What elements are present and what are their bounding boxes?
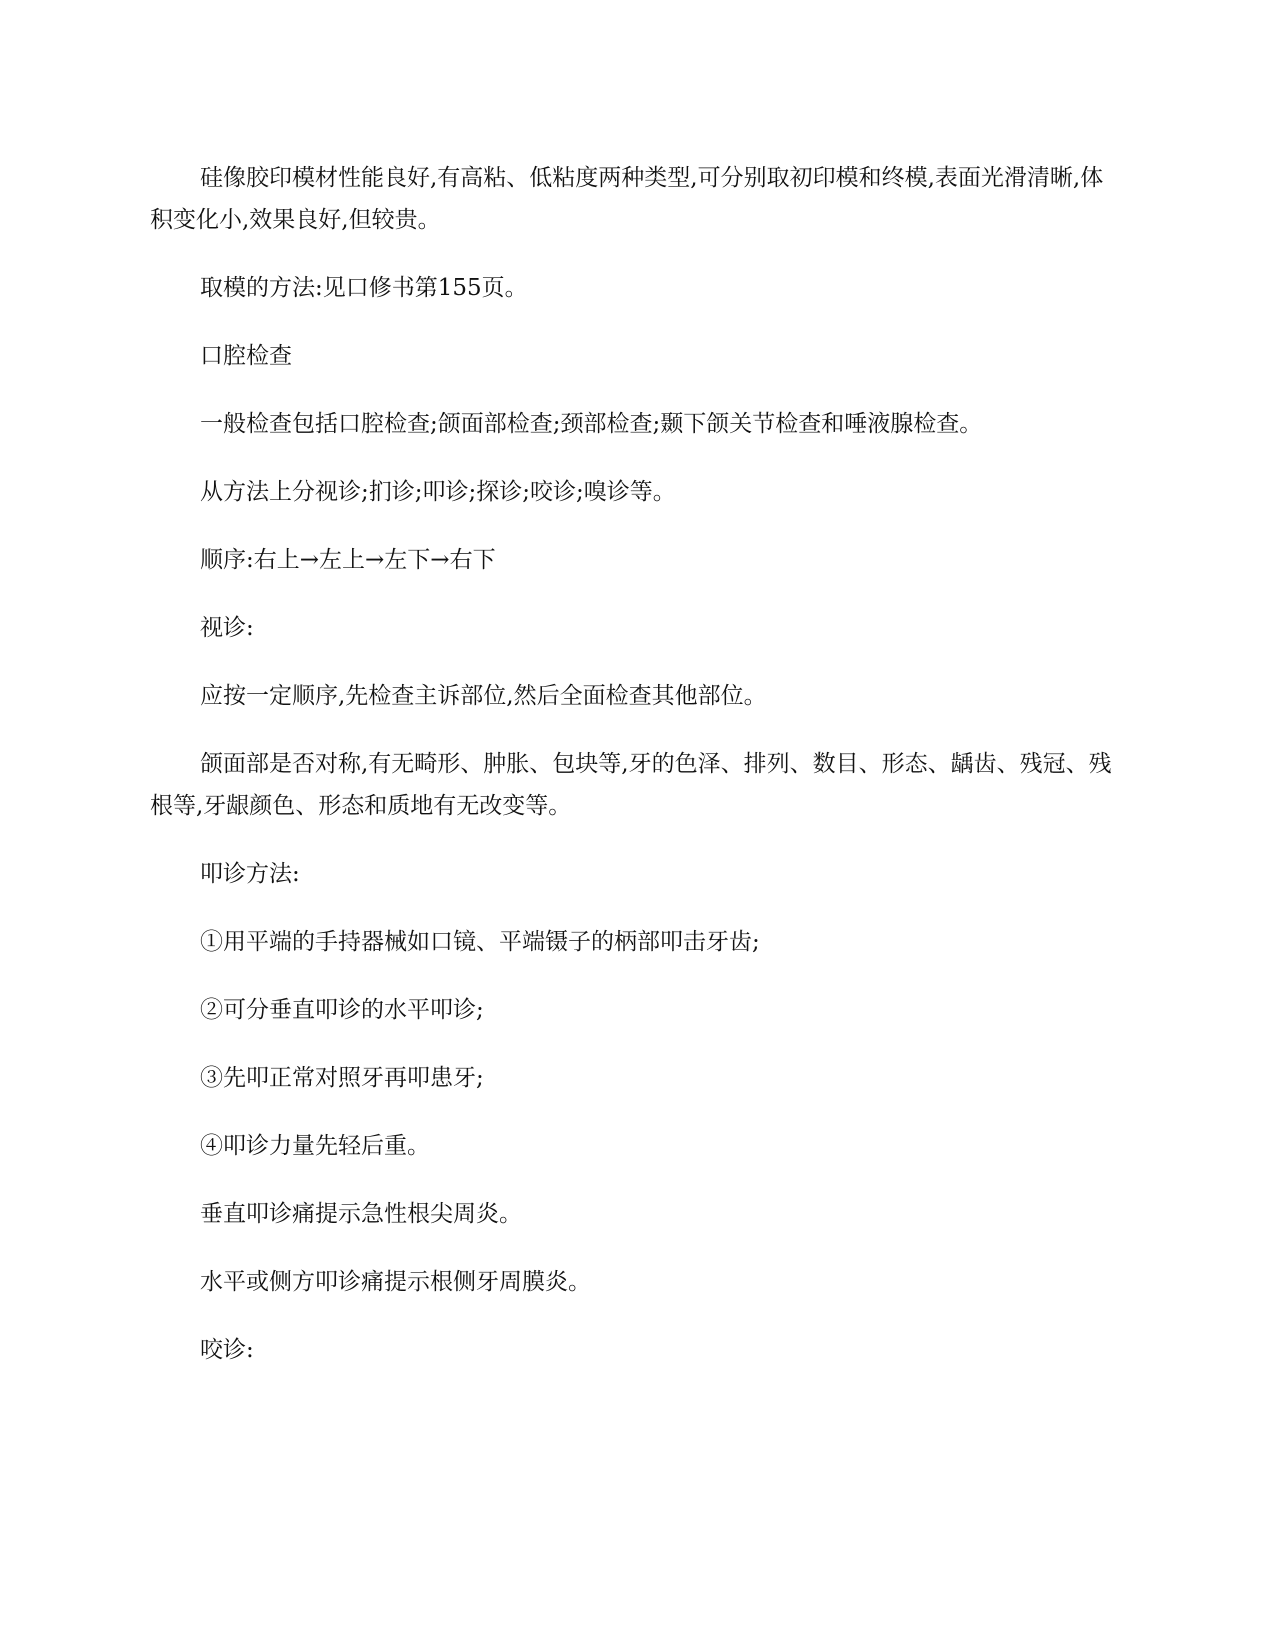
heading-inspection: 视诊:	[200, 615, 254, 641]
heading-percussion-method: 叩诊方法:	[200, 861, 300, 887]
paragraph-exam-methods: 从方法上分视诊;扪诊;叩诊;探诊;咬诊;嗅诊等。	[200, 479, 676, 505]
list-item-percussion-3: ③先叩正常对照牙再叩患牙;	[200, 1065, 484, 1091]
paragraph-impression-method: 取模的方法:见口修书第155页。	[200, 275, 528, 301]
paragraph-inspection-details: 颌面部是否对称,有无畸形、肿胀、包块等,牙的色泽、排列、数目、形态、龋齿、残冠、残根等,牙龈颜色、形态和质地有无改变等。	[150, 751, 1112, 819]
paragraph-exam-order: 顺序:右上→左上→左下→右下	[200, 547, 496, 573]
list-item-percussion-4: ④叩诊力量先轻后重。	[200, 1133, 430, 1159]
paragraph-horizontal-percussion: 水平或侧方叩诊痛提示根侧牙周膜炎。	[200, 1269, 591, 1295]
paragraph-general-exam: 一般检查包括口腔检查;颌面部检查;颈部检查;颞下颌关节检查和唾液腺检查。	[200, 411, 983, 437]
paragraph-inspection-order: 应按一定顺序,先检查主诉部位,然后全面检查其他部位。	[200, 683, 767, 709]
paragraph-impression-material: 硅像胶印模材性能良好,有高粘、低粘度两种类型,可分别取初印模和终模,表面光滑清晰,体积变化小,效果良好,但较贵。	[150, 165, 1104, 233]
heading-bite-test: 咬诊:	[200, 1337, 254, 1363]
heading-oral-examination: 口腔检查	[200, 343, 292, 369]
list-item-percussion-1: ①用平端的手持器械如口镜、平端镊子的柄部叩击牙齿;	[200, 929, 760, 955]
paragraph-vertical-percussion: 垂直叩诊痛提示急性根尖周炎。	[200, 1201, 522, 1227]
list-item-percussion-2: ②可分垂直叩诊的水平叩诊;	[200, 997, 484, 1023]
